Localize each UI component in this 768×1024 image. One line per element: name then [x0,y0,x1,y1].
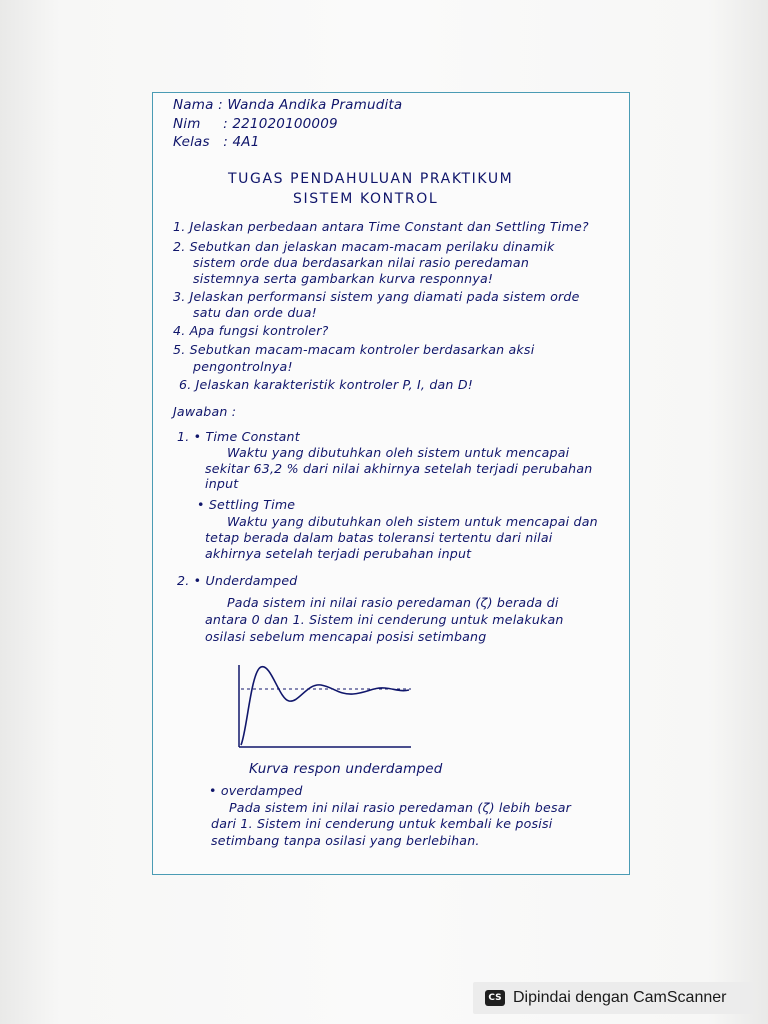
answer-line: Waktu yang dibutuhkan oleh sistem untuk mencapai [227,445,570,460]
answer-line: Pada sistem ini nilai rasio peredaman (ζ) berada di [227,595,559,610]
answer-line: osilasi sebelum mencapai posisi setimbang [205,629,487,644]
question-line: sistem orde dua berdasarkan nilai rasio peredaman [193,255,529,270]
answer-line: setimbang tanpa osilasi yang berlebihan. [211,833,480,848]
question-line: 5. Sebutkan macam-macam kontroler berdasarkan aksi [173,342,535,357]
question-line: pengontrolnya! [193,359,293,374]
colon: : [218,97,228,113]
kelas-value: 4A1 [232,134,260,150]
answer-line: akhirnya setelah terjadi perubahan input [205,546,472,561]
paper-sheet [152,92,630,875]
underdamped-response-sketch [233,661,413,756]
colon: : [205,116,233,132]
underdamped-curve-drawing [233,661,413,756]
question-line: sistemnya serta gambarkan kurva responnya! [193,271,494,286]
answer-line: sekitar 63,2 % dari nilai akhirnya setelah terjadi perubahan [205,461,593,476]
question-line: satu dan orde dua! [193,305,317,320]
answer-line: • overdamped [209,783,303,798]
answer-line: input [205,476,239,491]
nama-value: Wanda Andika Pramudita [227,97,403,113]
question-line: 1. Jelaskan perbedaan antara Time Constant dan Settling Time? [173,219,589,234]
answer-line: 1. • Time Constant [177,429,300,444]
nim-row [173,116,338,132]
answers-heading: Jawaban : [173,404,237,419]
answer-line: tetap berada dalam batas toleransi tertentu dari nilai [205,530,553,545]
answer-line: 2. • Underdamped [177,573,298,588]
answer-line: • Settling Time [197,497,296,512]
title-line-2: SISTEM KONTROL [293,191,439,207]
nim-value: 221020100009 [232,116,338,132]
question-line: 4. Apa fungsi kontroler? [173,323,329,338]
question-line: 6. Jelaskan karakteristik kontroler P, I, dan D! [179,377,473,392]
answer-line: dari 1. Sistem ini cenderung untuk kembali ke posisi [211,816,553,831]
answer-line: antara 0 dan 1. Sistem ini cenderung untuk melakukan [205,612,564,627]
camscanner-watermark [473,982,753,1014]
question-line: 3. Jelaskan performansi sistem yang diamati pada sistem orde [173,289,580,304]
answer-line: Pada sistem ini nilai rasio peredaman (ζ) lebih besar [229,800,572,815]
figure-caption: Kurva respon underdamped [249,761,443,777]
nim-label: Nim [173,116,201,132]
kelas-row [173,134,259,150]
camscanner-logo-icon: CS [485,990,505,1006]
answer-line: Waktu yang dibutuhkan oleh sistem untuk mencapai dan [227,514,598,529]
response-curve [241,667,409,745]
colon: : [214,134,233,150]
nama-row [173,97,402,113]
nama-label: Nama [173,97,214,113]
title-line-1: TUGAS PENDAHULUAN PRAKTIKUM [228,171,514,187]
kelas-label: Kelas [173,134,210,150]
question-line: 2. Sebutkan dan jelaskan macam-macam perilaku dinamik [173,239,555,254]
camscanner-text: Dipindai dengan CamScanner [513,989,727,1006]
